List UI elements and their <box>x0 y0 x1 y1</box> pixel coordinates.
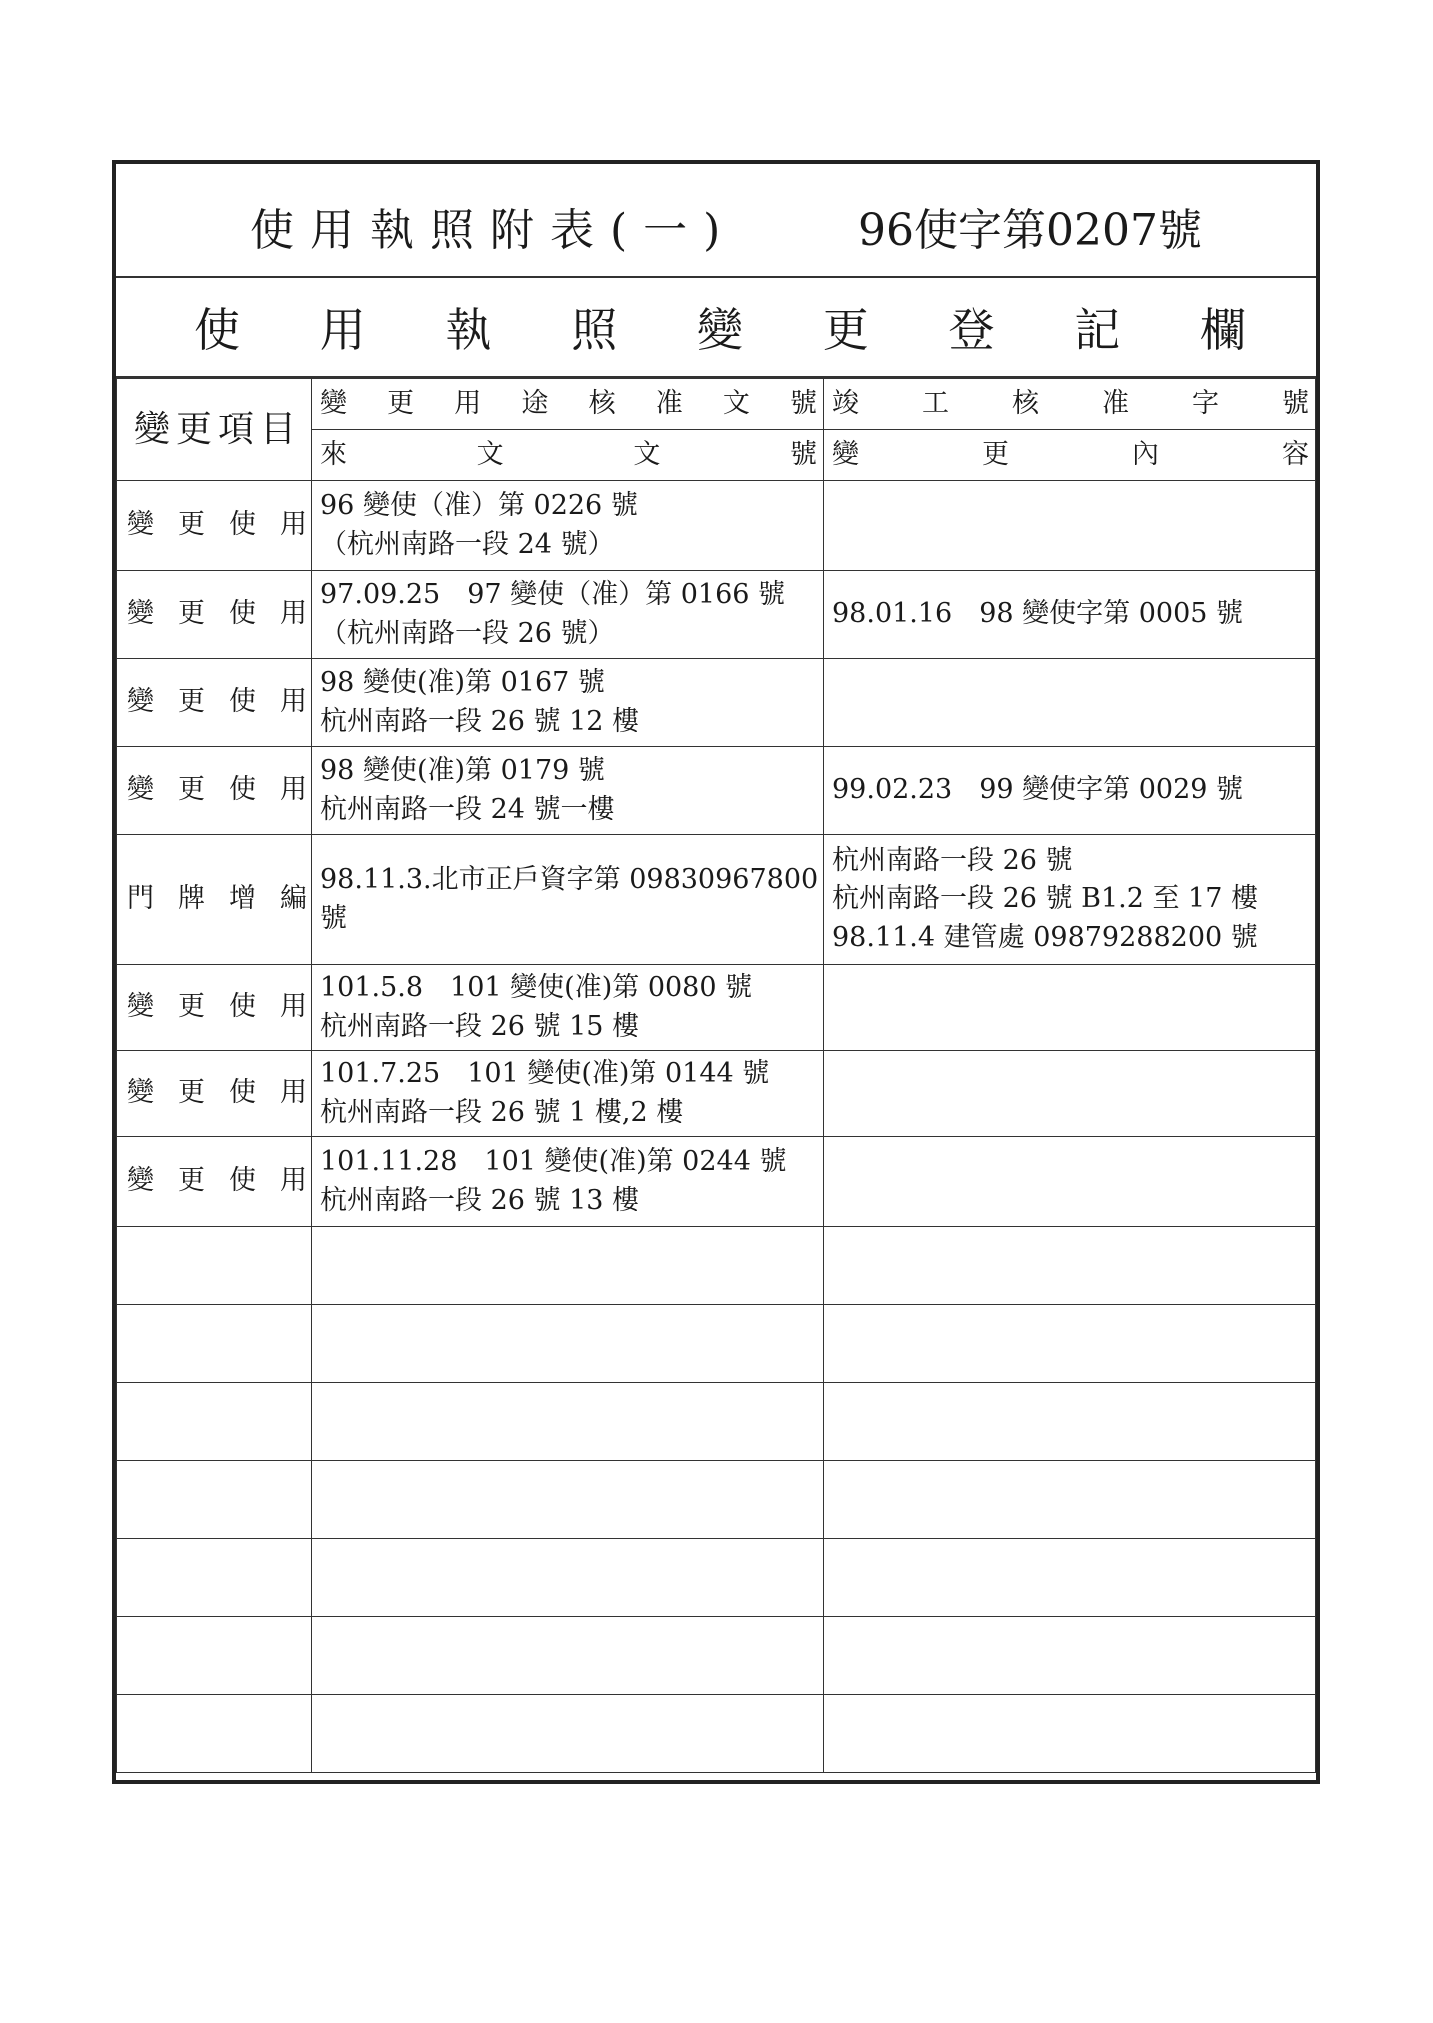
empty-cell <box>824 1617 1316 1695</box>
empty-cell <box>312 1305 824 1383</box>
change-item: 變 更 使 用 <box>117 747 312 835</box>
empty-cell <box>117 1539 312 1617</box>
change-doc-number <box>312 1051 824 1137</box>
change-item: 變 更 使 用 <box>117 1137 312 1227</box>
doc-line: （杭州南路一段 26 號） <box>320 617 615 649</box>
empty-cell <box>824 1383 1316 1461</box>
change-item: 變 更 使 用 <box>117 571 312 659</box>
empty-cell <box>824 1539 1316 1617</box>
completion-result <box>824 965 1316 1051</box>
subtitle-row <box>116 278 1316 378</box>
header-completion: 竣 工 核 准 字 號 <box>824 379 1316 430</box>
doc-line: 杭州南路一段 26 號 13 樓 <box>320 1184 640 1216</box>
form-subtitle: 使 用 執 照 變 更 登 記 欄 <box>194 303 1246 357</box>
table-row <box>117 1137 1316 1227</box>
empty-cell <box>117 1617 312 1695</box>
change-item: 變 更 使 用 <box>117 1051 312 1137</box>
change-table <box>116 378 1316 1773</box>
empty-cell <box>312 1383 824 1461</box>
empty-cell <box>312 1617 824 1695</box>
empty-row <box>117 1227 1316 1305</box>
table-row <box>117 1051 1316 1137</box>
completion-result <box>824 747 1316 835</box>
change-doc-number <box>312 659 824 747</box>
completion-result <box>824 481 1316 571</box>
change-doc-number <box>312 571 824 659</box>
empty-cell <box>117 1383 312 1461</box>
change-item: 變 更 使 用 <box>117 659 312 747</box>
doc-line: 96 變使（准）第 0226 號 <box>320 490 638 522</box>
empty-cell <box>312 1227 824 1305</box>
doc-line: 號 <box>320 902 347 934</box>
empty-cell <box>312 1461 824 1539</box>
empty-row <box>117 1305 1316 1383</box>
header-incoming-doc: 來 文 文 號 <box>312 430 824 481</box>
doc-line: 98 變使(准)第 0167 號 <box>320 667 605 699</box>
table-row <box>117 481 1316 571</box>
doc-line: 杭州南路一段 24 號一樓 <box>320 793 615 825</box>
change-doc-number <box>312 481 824 571</box>
empty-cell <box>117 1227 312 1305</box>
result-line: 98.01.16 98 變使字第 0005 號 <box>832 598 1244 630</box>
empty-cell <box>117 1461 312 1539</box>
empty-cell <box>824 1305 1316 1383</box>
result-line: 杭州南路一段 26 號 B1.2 至 17 樓 <box>832 883 1258 915</box>
doc-line: 101.11.28 101 變使(准)第 0244 號 <box>320 1146 787 1178</box>
license-number: 96使字第0207號 <box>858 205 1202 256</box>
title-row <box>116 164 1316 278</box>
header-change-doc: 變 更 用 途 核 准 文 號 <box>312 379 824 430</box>
completion-result <box>824 1137 1316 1227</box>
table-row <box>117 835 1316 965</box>
doc-line: 97.09.25 97 變使（准）第 0166 號 <box>320 579 786 611</box>
header-row-top <box>117 379 1316 430</box>
header-item <box>117 379 312 481</box>
doc-line: 98 變使(准)第 0179 號 <box>320 755 605 787</box>
doc-line: 杭州南路一段 26 號 15 樓 <box>320 1010 640 1042</box>
change-doc-number <box>312 835 824 965</box>
empty-cell <box>117 1695 312 1773</box>
empty-cell <box>312 1695 824 1773</box>
header-item-label: 變更項目 <box>133 408 302 450</box>
doc-line: 101.5.8 101 變使(准)第 0080 號 <box>320 972 753 1004</box>
result-line: 杭州南路一段 26 號 <box>832 845 1073 876</box>
empty-cell <box>117 1305 312 1383</box>
change-doc-number <box>312 747 824 835</box>
change-item: 變 更 使 用 <box>117 481 312 571</box>
doc-line: 98.11.3.北市正戶資字第 09830967800 <box>320 864 819 896</box>
completion-result <box>824 835 1316 965</box>
empty-row <box>117 1461 1316 1539</box>
empty-row <box>117 1539 1316 1617</box>
header-change-content: 變 更 內 容 <box>824 430 1316 481</box>
completion-result <box>824 659 1316 747</box>
empty-cell <box>312 1539 824 1617</box>
table-row <box>117 571 1316 659</box>
form-title: 使用執照附表(一) <box>250 205 737 256</box>
empty-row <box>117 1383 1316 1461</box>
empty-row <box>117 1617 1316 1695</box>
empty-cell <box>824 1227 1316 1305</box>
completion-result <box>824 1051 1316 1137</box>
table-row <box>117 659 1316 747</box>
change-registration-form <box>112 160 1320 1784</box>
doc-line: 101.7.25 101 變使(准)第 0144 號 <box>320 1058 770 1090</box>
empty-cell <box>824 1695 1316 1773</box>
empty-row <box>117 1695 1316 1773</box>
table-row <box>117 965 1316 1051</box>
doc-line: 杭州南路一段 26 號 1 樓,2 樓 <box>320 1096 684 1128</box>
doc-line: （杭州南路一段 24 號） <box>320 528 615 560</box>
result-line: 98.11.4 建管處 09879288200 號 <box>832 921 1258 953</box>
change-doc-number <box>312 1137 824 1227</box>
result-line: 99.02.23 99 變使字第 0029 號 <box>832 774 1244 806</box>
change-item: 變 更 使 用 <box>117 965 312 1051</box>
doc-line: 杭州南路一段 26 號 12 樓 <box>320 705 640 737</box>
empty-cell <box>824 1461 1316 1539</box>
change-item: 門 牌 增 編 <box>117 835 312 965</box>
change-doc-number <box>312 965 824 1051</box>
completion-result <box>824 571 1316 659</box>
table-row <box>117 747 1316 835</box>
